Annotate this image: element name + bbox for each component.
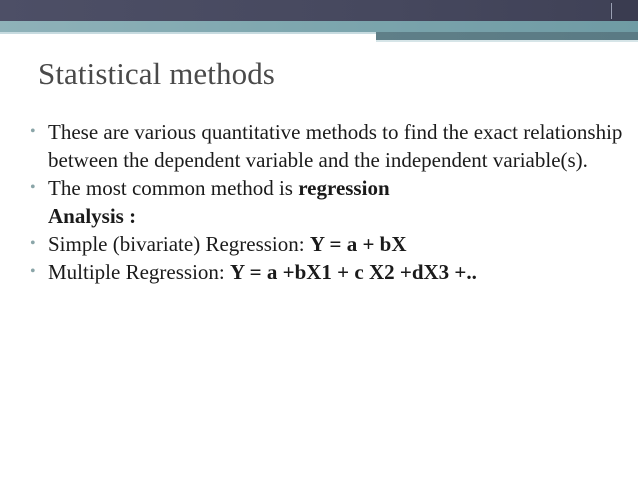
header-notch-divider	[611, 3, 612, 19]
slide-body	[30, 118, 630, 286]
bullet-item	[30, 174, 630, 202]
bullet-marker: •	[30, 235, 36, 252]
bullet-bold-text: regression	[298, 176, 390, 200]
bullet-text: Simple (bivariate) Regression:	[48, 232, 310, 256]
header-notch	[610, 0, 638, 21]
bullet-marker: •	[30, 179, 36, 196]
bullet-continuation: Analysis :	[48, 204, 137, 228]
bullet-item	[30, 118, 630, 174]
bullet-text: These are various quantitative methods to find the exact relationship between the dependent variable and the independent variable(s).	[48, 120, 623, 172]
bullet-bold-text: Y = a + bX	[309, 232, 407, 256]
slide-title: Statistical methods	[38, 56, 275, 91]
bullet-text: The most common method is	[48, 176, 299, 200]
bullet-marker: •	[30, 123, 36, 140]
header-band-thin	[376, 40, 638, 42]
header-band-accent	[376, 32, 638, 40]
bullet-text: Multiple Regression:	[48, 260, 230, 284]
header-band-teal	[0, 21, 638, 32]
bullet-item	[30, 258, 630, 286]
bullet-bold-text: Y = a +bX1 + c X2 +dX3 +..	[230, 260, 477, 284]
bullet-marker: •	[30, 263, 36, 280]
header-band-dark	[0, 0, 638, 21]
bullet-item	[30, 230, 630, 258]
